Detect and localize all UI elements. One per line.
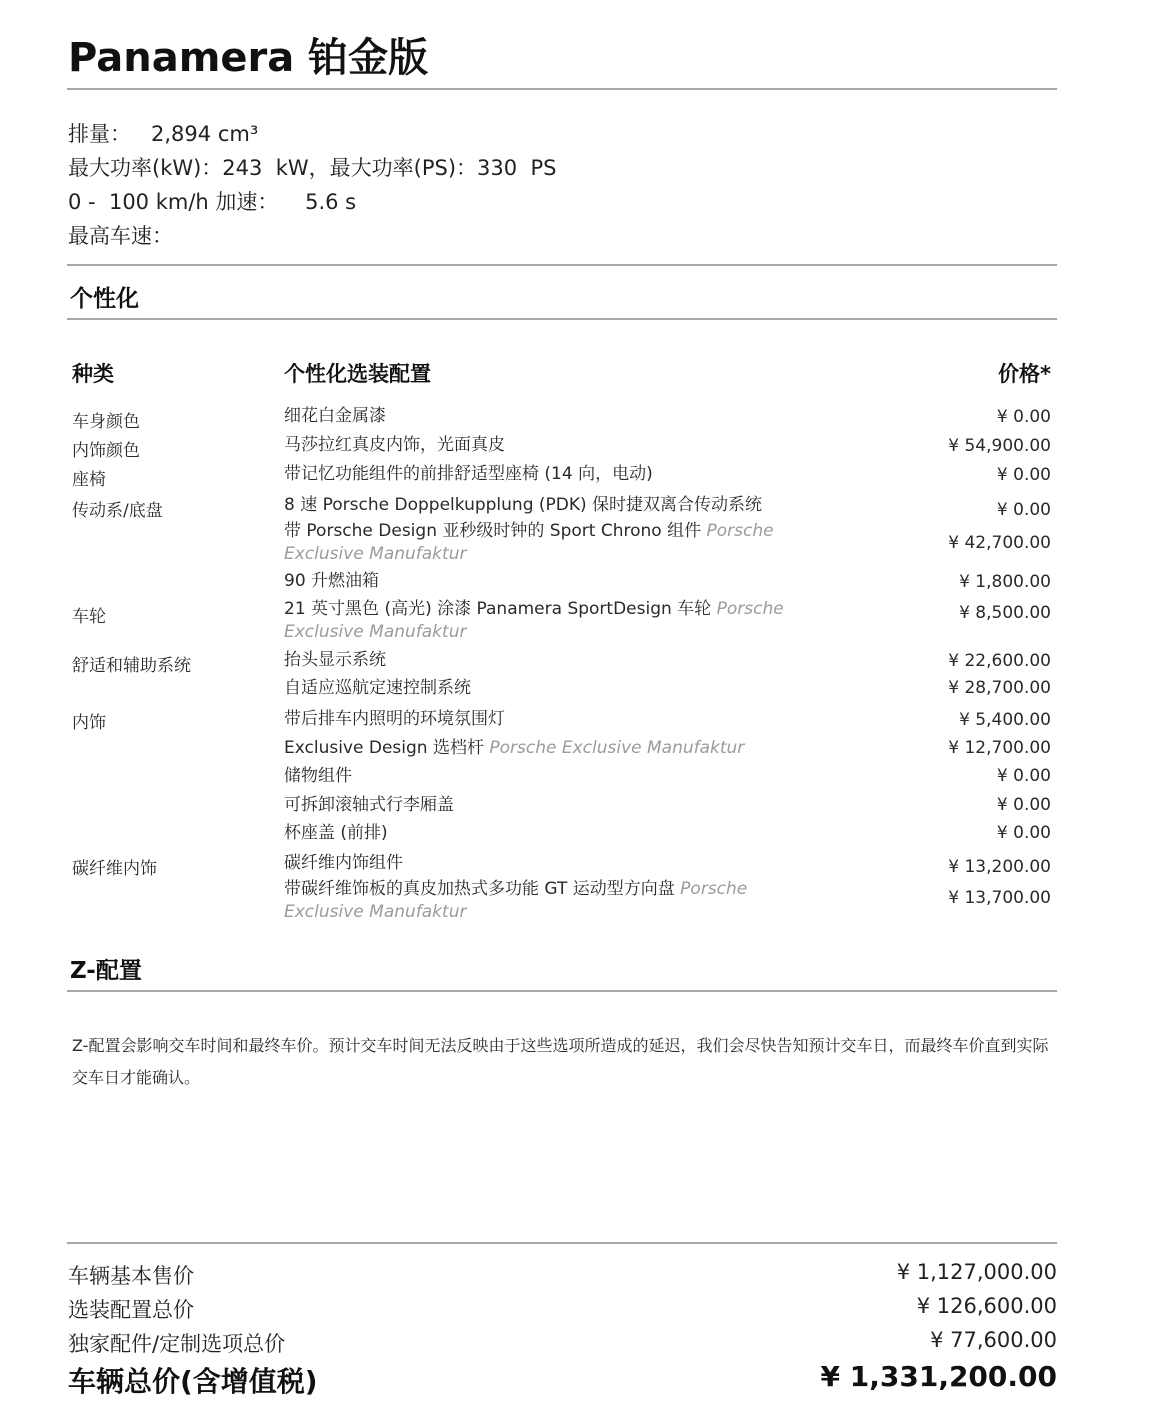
row-option [284,852,829,875]
row-option [284,570,829,593]
option-manufaktur-note: Porsche Exclusive Manufaktur [284,599,784,642]
row-price: ¥ 5,400.00 [959,710,1051,730]
option-name: Exclusive Design 选档杆 [284,738,484,758]
exclusive-total-label: 独家配件/定制选项总价 [68,1332,286,1356]
base-price-label: 车辆基本售价 [68,1264,194,1288]
row-price: ¥ 12,700.00 [948,738,1051,758]
row-option [284,405,829,428]
row-category: 碳纤维内饰 [72,859,157,879]
row-option [284,878,829,924]
option-name: 21 英寸黑色 (高光) 涂漆 Panamera SportDesign 车轮 [284,599,712,619]
row-price: ¥ 0.00 [996,795,1051,815]
option-name: 8 速 Porsche Doppelkupplung (PDK) 保时捷双离合传动系统 [284,495,763,515]
options-total-value: ¥ 126,600.00 [916,1294,1057,1318]
column-header-price: 价格* [998,362,1051,386]
option-name: 碳纤维内饰组件 [284,853,403,873]
row-category: 内饰 [72,713,106,733]
grand-total-label: 车辆总价(含增值税) [68,1365,318,1398]
row-category: 车轮 [72,607,106,627]
row-category: 座椅 [72,470,106,490]
option-manufaktur-note: Porsche Exclusive Manufaktur [489,738,745,758]
row-option [284,677,829,700]
spec-power: 最大功率(kW)：243 kW，最大功率(PS)：330 PS [68,156,557,180]
row-category: 传动系/底盘 [72,501,163,521]
column-header-option: 个性化选装配置 [284,362,431,386]
divider [67,264,1057,266]
row-option [284,494,829,517]
row-option [284,649,829,672]
divider [67,318,1057,320]
option-name: 自适应巡航定速控制系统 [284,678,471,698]
row-price: ¥ 22,600.00 [948,651,1051,671]
option-name: 储物组件 [284,766,352,786]
option-name: 带记忆功能组件的前排舒适型座椅 (14 向，电动) [284,464,653,484]
row-price: ¥ 13,200.00 [948,857,1051,877]
row-option [284,434,829,457]
row-option [284,708,829,731]
option-name: 带后排车内照明的环境氛围灯 [284,709,505,729]
option-name: 抬头显示系统 [284,650,386,670]
option-manufaktur-note: Porsche Exclusive Manufaktur [284,879,748,922]
row-price: ¥ 0.00 [996,465,1051,485]
options-total-label: 选装配置总价 [68,1298,194,1322]
row-price: ¥ 0.00 [996,823,1051,843]
option-name: 马莎拉红真皮内饰，光面真皮 [284,435,505,455]
exclusive-total-value: ¥ 77,600.00 [930,1328,1057,1352]
grand-total-value: ¥ 1,331,200.00 [820,1360,1057,1393]
page-title: Panamera 铂金版 [68,35,429,81]
spec-acceleration: 0 - 100 km/h 加速： 5.6 s [68,190,357,214]
z-config-note: Z-配置会影响交车时间和最终车价。预计交车时间无法反映由于这些选项所造成的延迟，我们会尽快告知预计交车日，而最终车价直到实际交车日才能确认。 [72,1036,1049,1087]
divider [67,990,1057,992]
row-price: ¥ 42,700.00 [948,533,1051,553]
option-manufaktur-note: Porsche Exclusive Manufaktur [284,521,774,564]
option-name: 带碳纤维饰板的真皮加热式多功能 GT 运动型方向盘 [284,879,675,899]
option-name: 90 升燃油箱 [284,571,380,591]
row-option [284,737,829,760]
option-name: 细花白金属漆 [284,406,386,426]
row-option [284,794,829,817]
row-price: ¥ 0.00 [996,766,1051,786]
row-category: 内饰颜色 [72,441,140,461]
spec-top-speed: 最高车速： [68,224,173,248]
option-name: 带 Porsche Design 亚秒级时钟的 Sport Chrono 组件 [284,521,702,541]
row-price: ¥ 1,800.00 [959,572,1051,592]
row-option [284,598,829,644]
divider [67,88,1057,90]
personalization-title: 个性化 [70,286,139,312]
row-price: ¥ 28,700.00 [948,678,1051,698]
row-category: 车身颜色 [72,412,140,432]
row-category: 舒适和辅助系统 [72,656,191,676]
row-price: ¥ 13,700.00 [948,888,1051,908]
row-option [284,463,829,486]
row-price: ¥ 8,500.00 [959,603,1051,623]
option-name: 杯座盖 (前排) [284,823,388,843]
row-option [284,822,829,845]
z-config-title: Z-配置 [70,958,142,984]
row-price: ¥ 0.00 [996,500,1051,520]
base-price-value: ¥ 1,127,000.00 [896,1260,1057,1284]
row-option [284,765,829,788]
divider [67,1242,1057,1244]
row-price: ¥ 54,900.00 [948,436,1051,456]
row-price: ¥ 0.00 [996,407,1051,427]
spec-displacement: 排量： 2,894 cm³ [68,122,259,146]
option-name: 可拆卸滚轴式行李厢盖 [284,795,454,815]
column-header-category: 种类 [72,362,114,386]
row-option [284,520,829,566]
